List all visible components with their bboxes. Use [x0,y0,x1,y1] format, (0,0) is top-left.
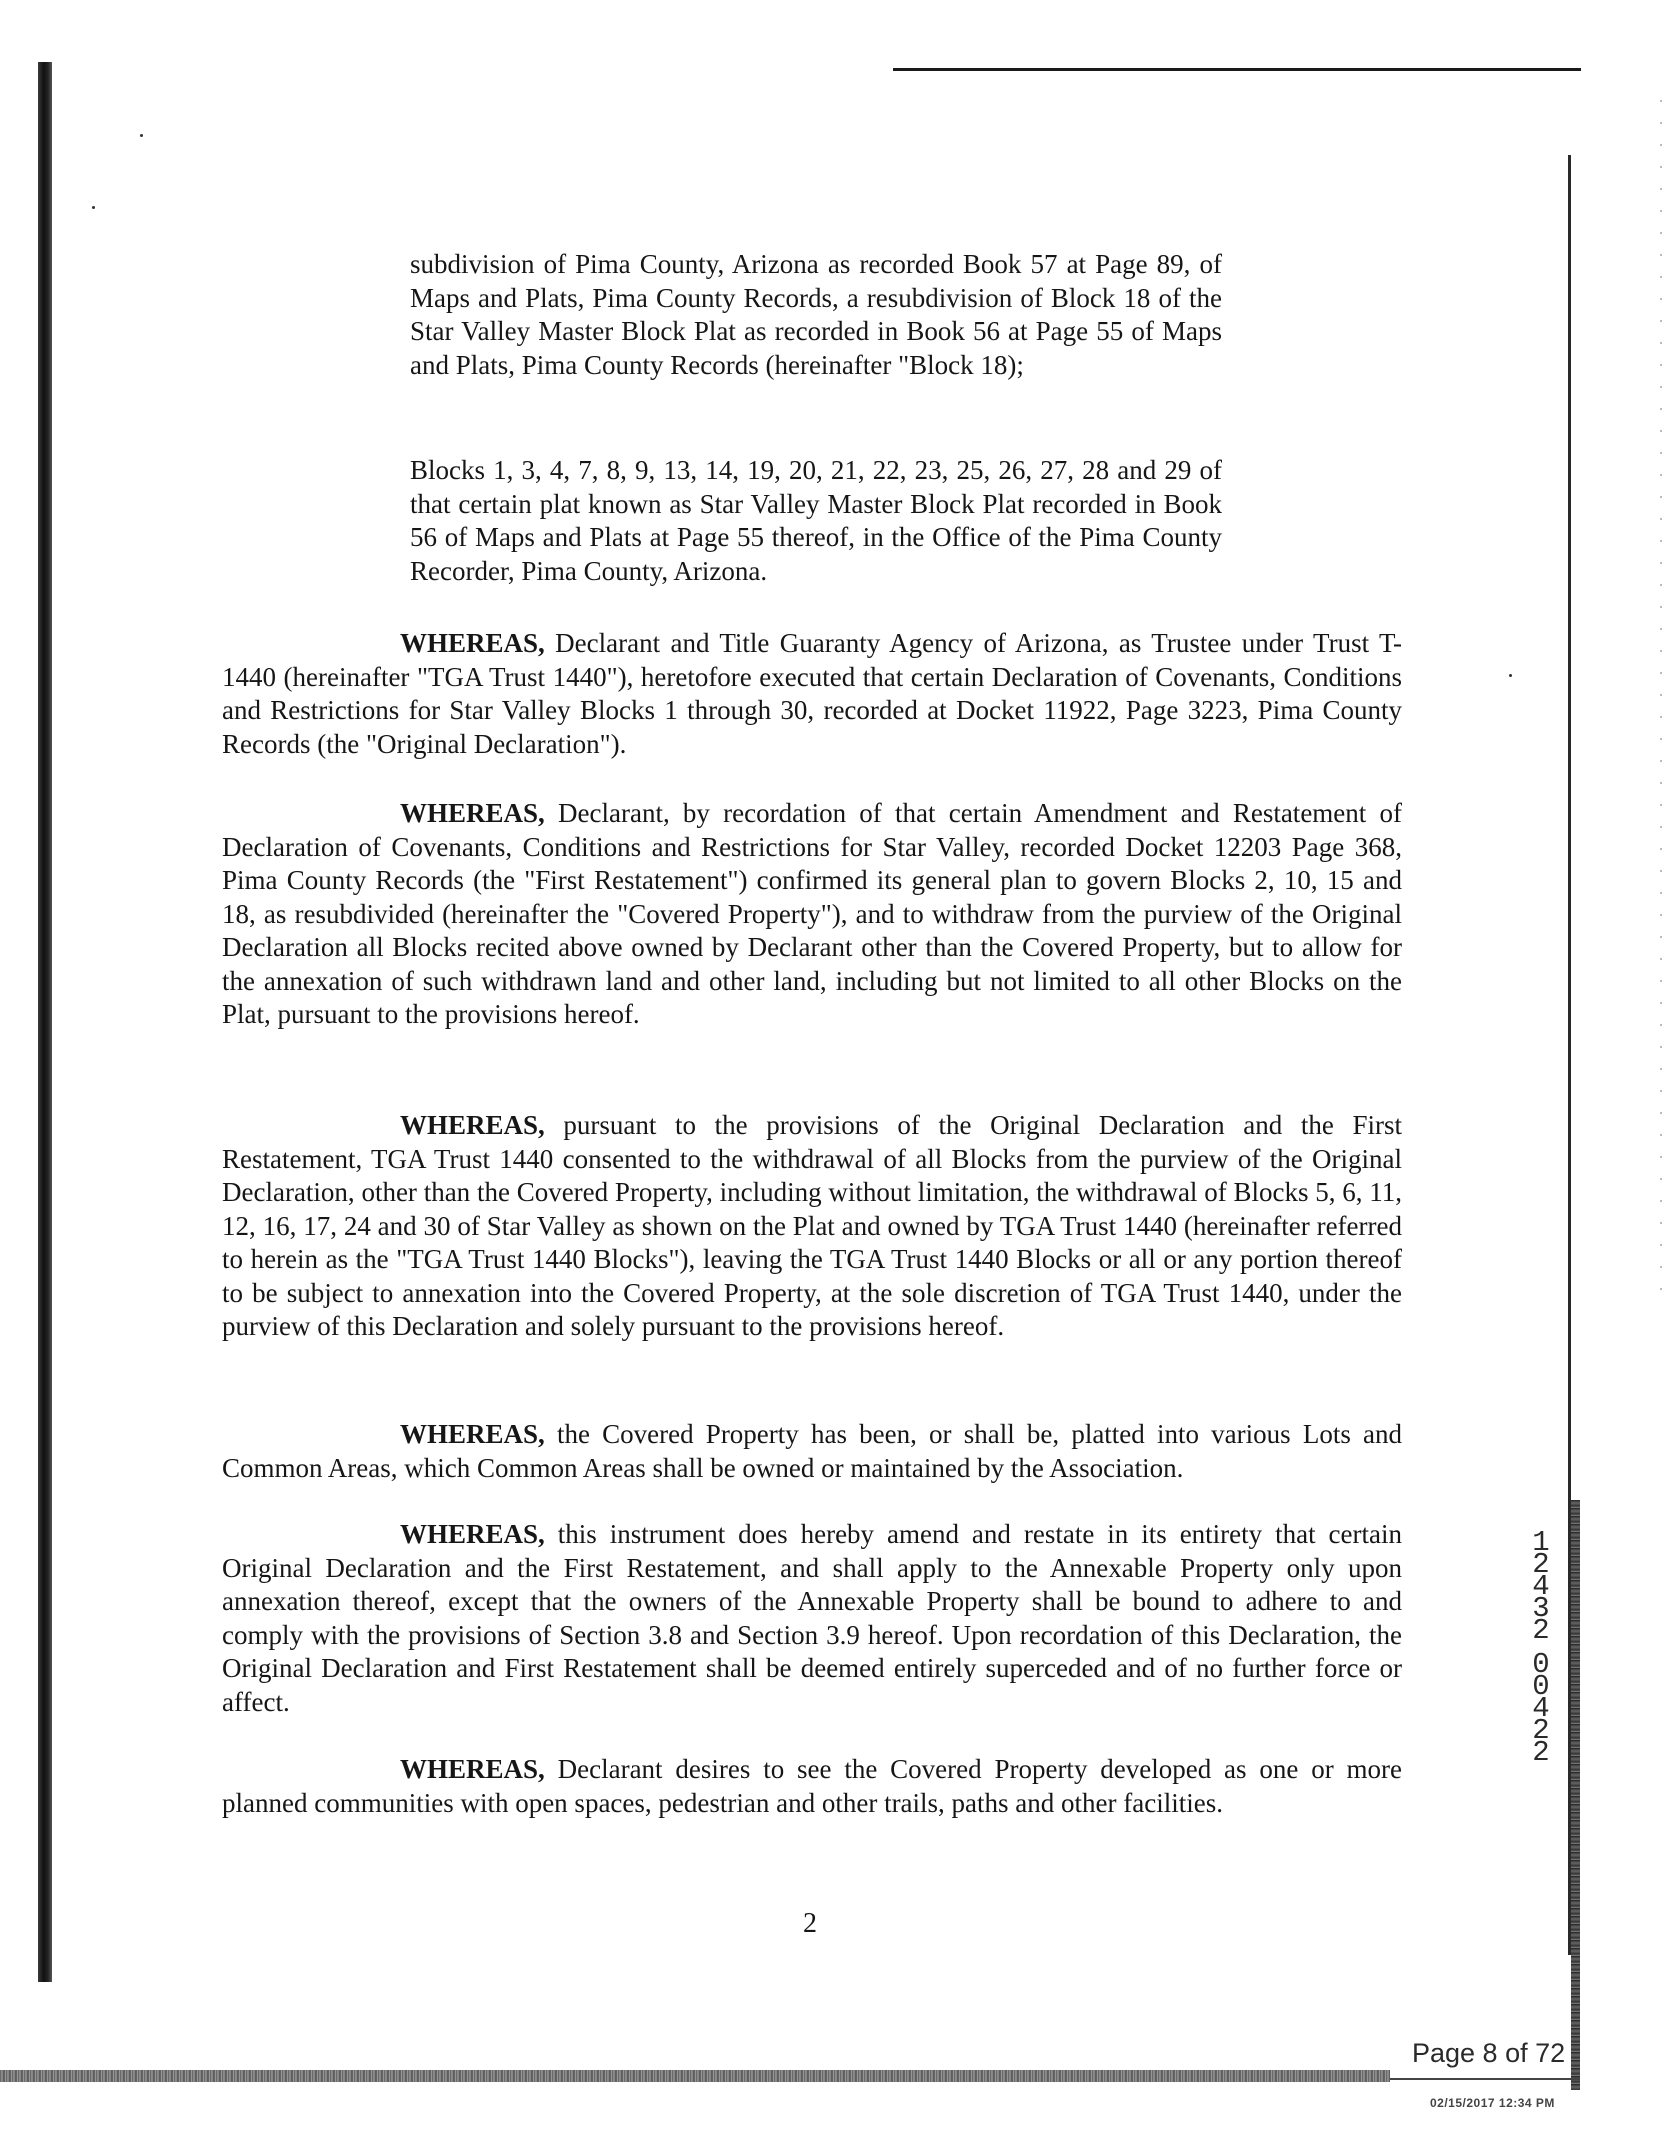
whereas-paragraph-6 [222,1753,1402,1820]
whereas-paragraph-2 [222,797,1402,1032]
whereas-text: the Covered Property has been, or shall be, platted into various Lots and Common Areas, which Common Areas shall be owned or maintained by the Association. [222,1419,1402,1483]
scan-speck [92,206,95,209]
whereas-label: WHEREAS, [400,628,545,658]
recording-stamp-number [1526,1526,1556,1769]
scan-speck [1509,674,1512,677]
whereas-text: pursuant to the provisions of the Original Declaration and the First Restatement, TGA Trust 1440 consented to the withdrawal of all Blocks from the purview of the Original Declaration, other than the Covered Property, including without limitation, the withdrawal of Blocks 5, 6, 11, 12, 16, 17, 24 and 30 of Star Valley as shown on the Plat and owned by TGA Trust 1440 (hereinafter referred to herein as the "TGA Trust 1440 Blocks"), leaving the TGA Trust 1440 Blocks or all or any portion thereof to be subject to annexation into the Covered Property, at the sole discretion of TGA Trust 1440, under the purview of this Declaration and solely pursuant to the provisions hereof. [222,1110,1402,1341]
scan-dots [1660,100,1662,1300]
top-rule [893,68,1581,71]
whereas-label: WHEREAS, [400,1519,545,1549]
whereas-text: this instrument does hereby amend and restate in its entirety that certain Original Declaration and the First Restatement, and shall apply to the Annexable Property only upon annexation thereof, except that the owners of the Annexable Property shall be bound to adhere to and comply with the provisions of Section 3.8 and Section 3.9 hereof. Upon recordation of this Declaration, the Original Declaration and First Restatement shall be deemed entirely superceded and of no further force or affect. [222,1519,1402,1717]
recorder-page-count: Page 8 of 72 [1412,2038,1566,2068]
whereas-paragraph-3 [222,1109,1402,1344]
whereas-paragraph-1 [222,627,1402,761]
page-number: 2 [803,1908,817,1939]
property-description-block-2: Blocks 1, 3, 4, 7, 8, 9, 13, 14, 19, 20, 21, 22, 23, 25, 26, 27, 28 and 29 of that certain plat known as Star Valley Master Block Plat recorded in Book 56 of Maps and Plats at Page 55 thereof, in the Office of the Pima County Recorder, Pima County, Arizona. [410,455,1222,586]
whereas-label: WHEREAS, [400,1419,545,1449]
scan-speck [140,134,143,137]
whereas-label: WHEREAS, [400,1110,545,1140]
whereas-paragraph-5 [222,1518,1402,1719]
whereas-text: Declarant and Title Guaranty Agency of Arizona, as Trustee under Trust T-1440 (hereinafter "TGA Trust 1440"), heretofore executed that certain Declaration of Covenants, Conditions and Restrictions for Star Valley Blocks 1 through 30, recorded at Docket 11922, Page 3223, Pima County Records (the "Original Declaration"). [222,628,1402,759]
scan-edge-left [38,62,52,1982]
whereas-text: Declarant desires to see the Covered Property developed as one or more planned communities with open spaces, pedestrian and other trails, paths and other facilities. [222,1754,1402,1818]
stamp-digits-top: 12432 [1532,1526,1550,1647]
recording-timestamp: 02/15/2017 12:34 PM [1430,2096,1555,2110]
bottom-rule [1390,2078,1580,2080]
whereas-label: WHEREAS, [400,1754,545,1784]
scan-edge-bottom [0,2070,1390,2082]
stamp-digits-bottom: 00422 [1532,1648,1550,1769]
whereas-text: Declarant, by recordation of that certain Amendment and Restatement of Declaration of Covenants, Conditions and Restrictions for Star Valley, recorded Docket 12203 Page 368, Pima County Records (the "First Restatement") confirmed its general plan to govern Blocks 2, 10, 15 and 18, as resubdivided (hereinafter the "Covered Property"), and to withdraw from the purview of the Original Declaration all Blocks recited above owned by Declarant other than the Covered Property, but to allow for the annexation of such withdrawn land and other land, including but not limited to all other Blocks on the Plat, pursuant to the provisions hereof. [222,798,1402,1029]
whereas-label: WHEREAS, [400,798,545,828]
scan-edge-right-band [1571,1500,1580,2090]
whereas-paragraph-4 [222,1418,1402,1485]
property-description-block-1: subdivision of Pima County, Arizona as recorded Book 57 at Page 89, of Maps and Plats, Pima County Records, a resubdivision of Block 18 of the Star Valley Master Block Plat as recorded in Book 56 at Page 55 of Maps and Plats, Pima County Records (hereinafter "Block 18); [410,249,1222,380]
